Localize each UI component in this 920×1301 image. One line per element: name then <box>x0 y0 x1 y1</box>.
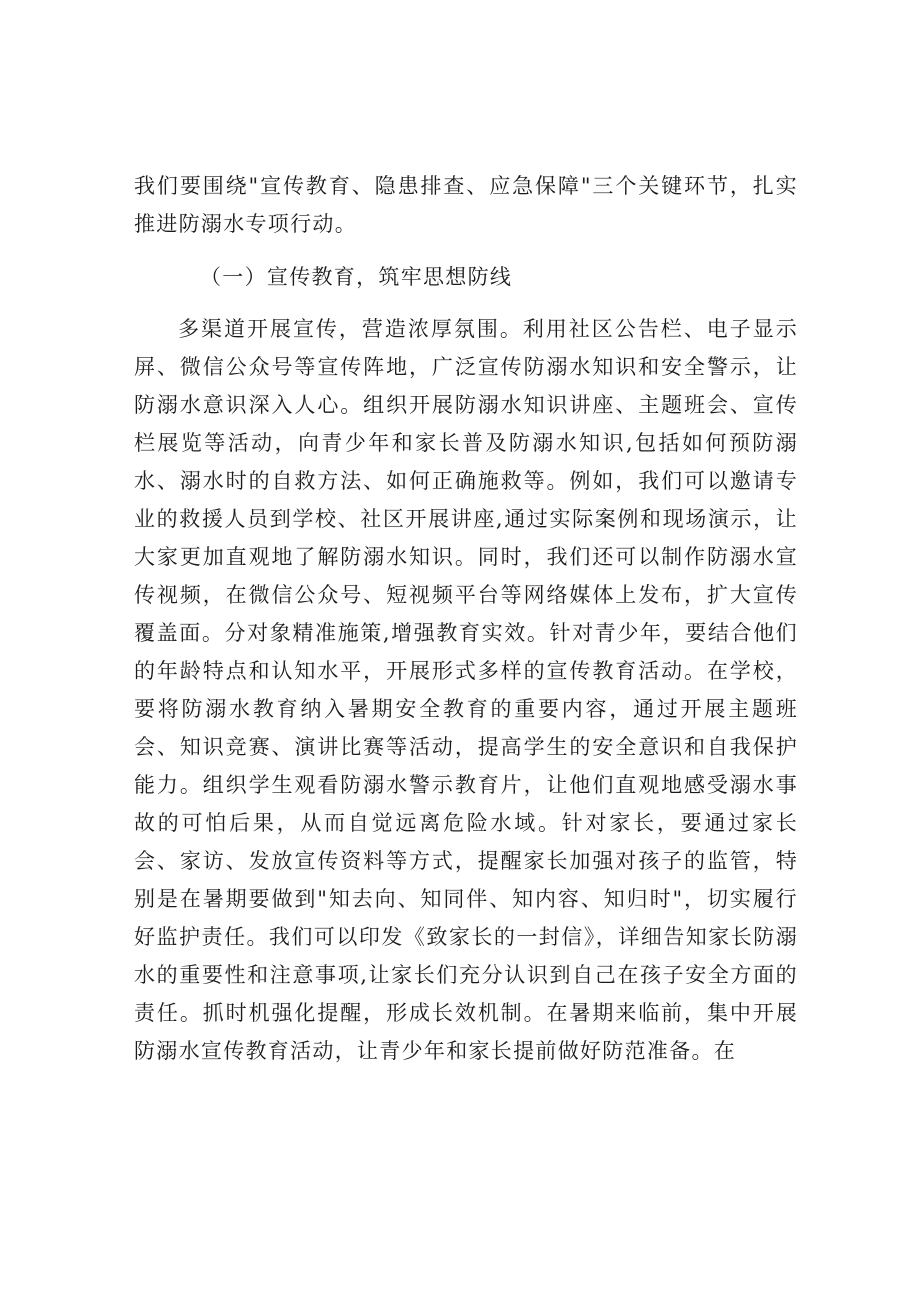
section-heading: （一）宣传教育，筑牢思想防线 <box>200 265 513 289</box>
lead-paragraph: 我们要围绕"宣传教育、隐患排查、应急保障"三个关键环节，扎实推进防溺水专项行动。 <box>134 174 798 236</box>
body-paragraph: 多渠道开展宣传，营造浓厚氛围。利用社区公告栏、电子显示屏、微信公众号等宣传阵地，广泛宣传防溺水知识和安全警示，让防溺水意识深入人心。组织开展防溺水知识讲座、主题班会、宣传栏展览等活动，向青少年和家长普及防溺水知识,包括如何预防溺水、溺水时的自救方法、如何正确施救等。例如，我们可以邀请专业的救援人员到学校、社区开展讲座,通过实际案例和现场演示，让大家更加直观地了解防溺水知识。同时，我们还可以制作防溺水宣传视频，在微信公众号、短视频平台等网络媒体上发布，扩大宣传覆盖面。分对象精准施策,增强教育实效。针对青少年，要结合他们的年龄特点和认知水平，开展形式多样的宣传教育活动。在学校，要将防溺水教育纳入暑期安全教育的重要内容，通过开展主题班会、知识竞赛、演讲比赛等活动，提高学生的安全意识和自我保护能力。组织学生观看防溺水警示教育片，让他们直观地感受溺水事故的可怕后果，从而自觉远离危险水域。针对家长，要通过家长会、家访、发放宣传资料等方式，提醒家长加强对孩子的监管，特别是在暑期要做到"知去向、知同伴、知内容、知归时"，切实履行好监护责任。我们可以印发《致家长的一封信》，详细告知家长防溺水的重要性和注意事项,让家长们充分认识到自己在孩子安全方面的责任。抓时机强化提醒，形成长效机制。在暑期来临前，集中开展防溺水宣传教育活动，让青少年和家长提前做好防范准备。在 <box>134 317 798 1063</box>
